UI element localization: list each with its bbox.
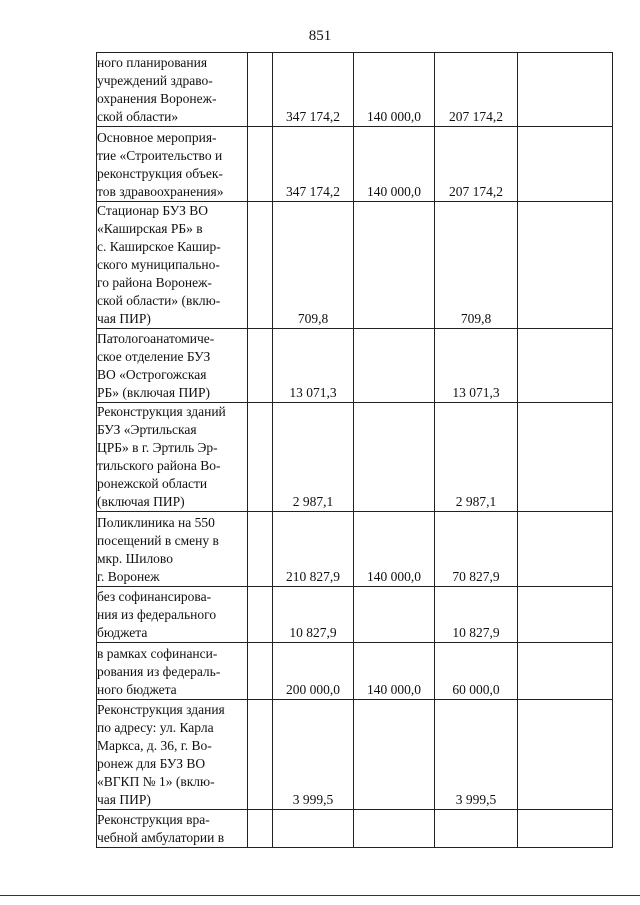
regional-cell: 709,8: [435, 202, 518, 329]
regional-cell: 2 987,1: [435, 403, 518, 512]
page-number: 851: [308, 28, 332, 44]
empty-cell: [518, 810, 613, 848]
budget-table: [96, 52, 613, 848]
row-description: Патологоанатомиче- ское отделение БУЗ ВО «Острогожская РБ» (включая ПИР): [97, 329, 248, 403]
federal-cell: 140 000,0: [354, 127, 435, 202]
regional-cell: 3 999,5: [435, 700, 518, 810]
page-bottom-rule: [0, 895, 640, 896]
total-cell: 200 000,0: [273, 643, 354, 700]
empty-cell: [248, 512, 273, 587]
empty-cell: [518, 329, 613, 403]
federal-cell: [354, 700, 435, 810]
regional-cell: 13 071,3: [435, 329, 518, 403]
row-description: Реконструкция вра- чебной амбулатории в: [97, 810, 248, 848]
row-description: Основное мероприя- тие «Строительство и реконструкция объек- тов здравоохранения»: [97, 127, 248, 202]
table-row: [97, 53, 613, 127]
total-cell: 709,8: [273, 202, 354, 329]
table-row: [97, 329, 613, 403]
regional-cell: 70 827,9: [435, 512, 518, 587]
row-description: ного планирования учреждений здраво- охранения Воронеж- ской области»: [97, 53, 248, 127]
federal-cell: 140 000,0: [354, 53, 435, 127]
empty-cell: [518, 700, 613, 810]
table-row: [97, 643, 613, 700]
federal-cell: [354, 403, 435, 512]
total-cell: 2 987,1: [273, 403, 354, 512]
empty-cell: [248, 587, 273, 643]
empty-cell: [518, 53, 613, 127]
empty-cell: [518, 127, 613, 202]
total-cell: 10 827,9: [273, 587, 354, 643]
table-row: [97, 810, 613, 848]
table-row: [97, 403, 613, 512]
row-description: без софинансирова- ния из федерального бюджета: [97, 587, 248, 643]
federal-cell: [354, 810, 435, 848]
regional-cell: 207 174,2: [435, 127, 518, 202]
empty-cell: [248, 53, 273, 127]
regional-cell: 10 827,9: [435, 587, 518, 643]
federal-cell: [354, 587, 435, 643]
row-description: Реконструкция зданий БУЗ «Эртильская ЦРБ» в г. Эртиль Эр- тильского района Во- ронежской области (включая ПИР): [97, 403, 248, 512]
empty-cell: [518, 202, 613, 329]
total-cell: 3 999,5: [273, 700, 354, 810]
table-row: [97, 202, 613, 329]
empty-cell: [248, 329, 273, 403]
row-description: Реконструкция здания по адресу: ул. Карла Маркса, д. 36, г. Во- ронеж для БУЗ ВО «ВГКП № 1» (вклю- чая ПИР): [97, 700, 248, 810]
empty-cell: [248, 403, 273, 512]
federal-cell: [354, 202, 435, 329]
empty-cell: [518, 643, 613, 700]
total-cell: 347 174,2: [273, 127, 354, 202]
row-description: в рамках софинанси- рования из федераль- ного бюджета: [97, 643, 248, 700]
empty-cell: [518, 512, 613, 587]
empty-cell: [248, 810, 273, 848]
empty-cell: [248, 643, 273, 700]
federal-cell: 140 000,0: [354, 512, 435, 587]
federal-cell: 140 000,0: [354, 643, 435, 700]
total-cell: 13 071,3: [273, 329, 354, 403]
regional-cell: [435, 810, 518, 848]
empty-cell: [248, 700, 273, 810]
row-description: Поликлиника на 550 посещений в смену в мкр. Шилово г. Воронеж: [97, 512, 248, 587]
empty-cell: [518, 403, 613, 512]
total-cell: 210 827,9: [273, 512, 354, 587]
table-row: [97, 512, 613, 587]
empty-cell: [518, 587, 613, 643]
total-cell: 347 174,2: [273, 53, 354, 127]
table-row: [97, 700, 613, 810]
federal-cell: [354, 329, 435, 403]
empty-cell: [248, 127, 273, 202]
empty-cell: [248, 202, 273, 329]
regional-cell: 60 000,0: [435, 643, 518, 700]
table-row: [97, 587, 613, 643]
regional-cell: 207 174,2: [435, 53, 518, 127]
row-description: Стационар БУЗ ВО «Каширская РБ» в с. Каширское Кашир- ского муниципально- го района Воронеж- ской области» (вклю- чая ПИР): [97, 202, 248, 329]
total-cell: [273, 810, 354, 848]
table-row: [97, 127, 613, 202]
